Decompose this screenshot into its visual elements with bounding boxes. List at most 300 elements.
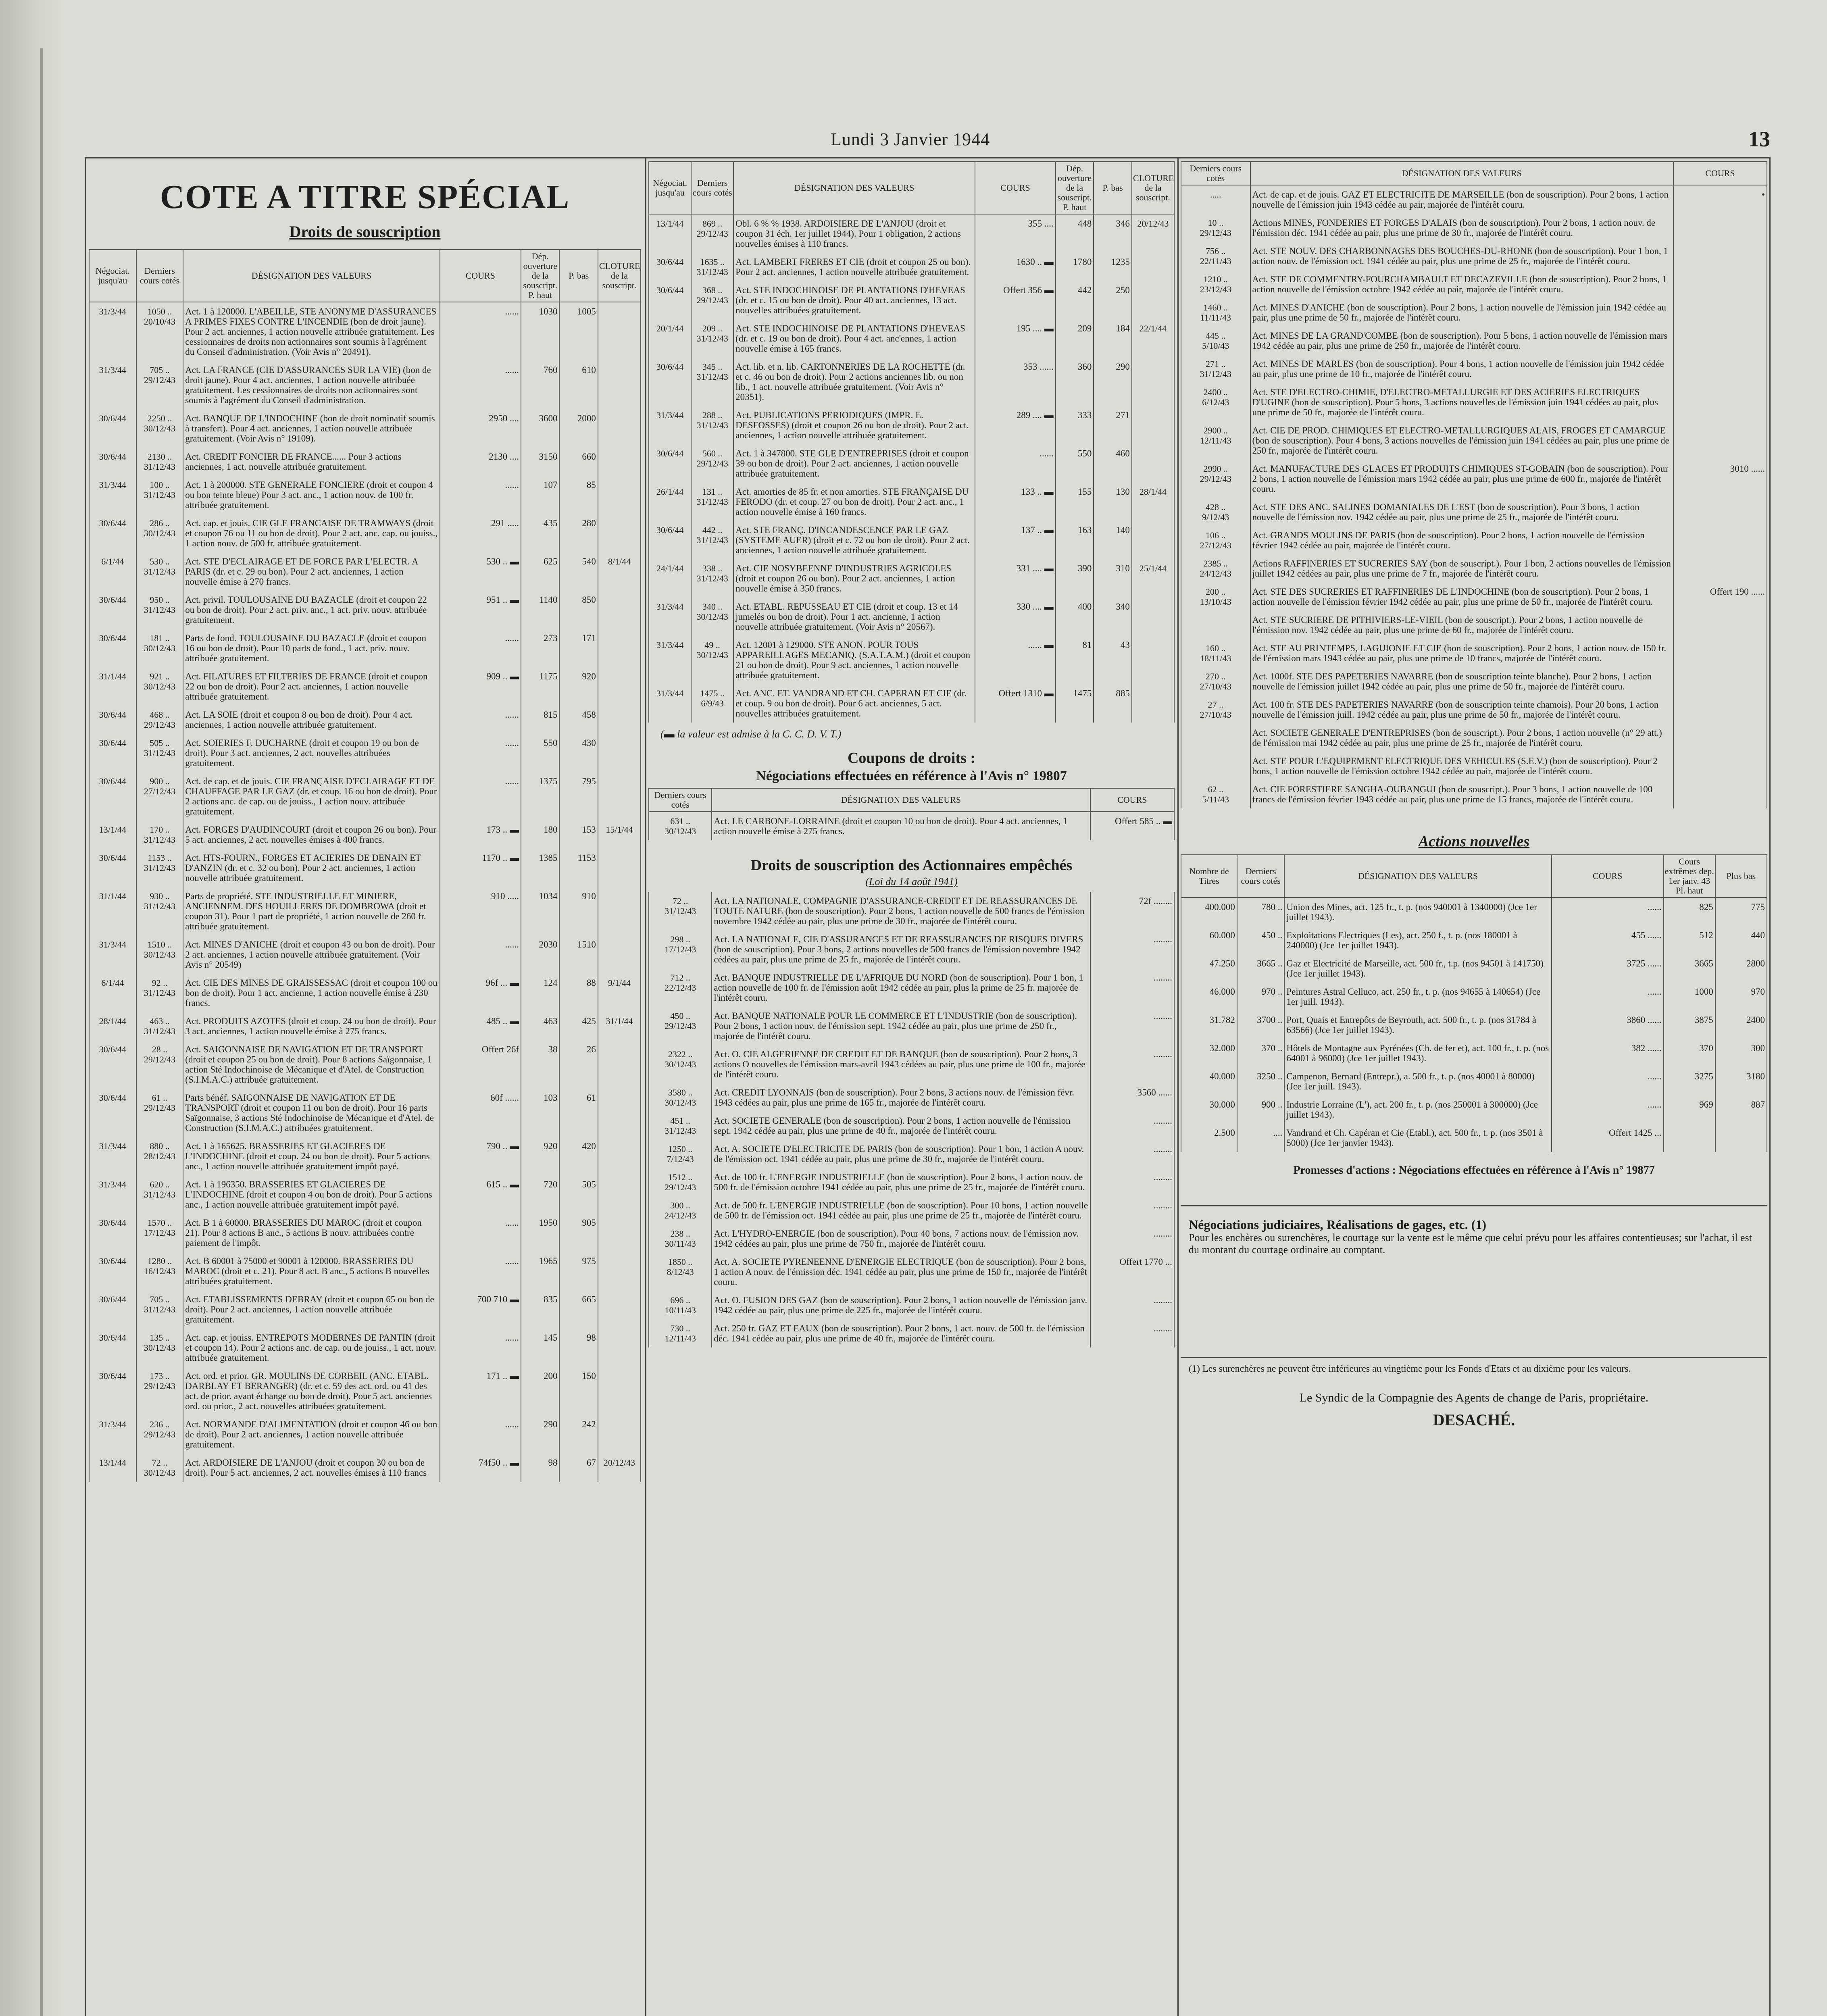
table-cell: Act. 1 à 165625. BRASSERIES ET GLACIERES DE L'INDOCHINE (droit et coup. 24 ou bon de droit). Pour 5 actions anc., 1 action nouvelle attribuée gratuitement impôt payé. [183, 1137, 440, 1175]
table-cell: 445 .. 5/10/43 [1181, 327, 1250, 355]
table-cell: 49 .. 30/12/43 [691, 636, 733, 684]
table-row [89, 448, 641, 476]
promesses-title: Promesses d'actions : Négociations effectuées en référence à l'Avis n° 19877 [1293, 1164, 1655, 1177]
table-row [1181, 1124, 1767, 1152]
table-cell: 31/3/44 [649, 636, 691, 684]
table-cell: 720 [521, 1175, 559, 1214]
table-cell: 31/3/44 [649, 406, 691, 444]
table-row [649, 1140, 1174, 1168]
table-cell: 425 [559, 1012, 598, 1040]
table-cell: 909 .. ▬ [440, 667, 521, 706]
table-row [89, 1040, 641, 1089]
table-cell: 273 [521, 629, 559, 667]
table-cell: 1375 [521, 772, 559, 821]
table-cell: ...... [440, 772, 521, 821]
column-header: Derniers cours cotés [136, 250, 183, 302]
table-cell: 13/1/44 [89, 1454, 136, 1482]
table-cell: ...... [440, 935, 521, 974]
table-cell: 2000 [559, 409, 598, 448]
table-cell: 13/1/44 [89, 821, 136, 849]
table-row [1181, 611, 1767, 639]
table-row [1181, 983, 1767, 1011]
table-cell: 30/6/44 [89, 1040, 136, 1089]
table-cell: 887 [1715, 1095, 1767, 1124]
table-cell [598, 1290, 641, 1329]
table-cell: 825 [1664, 898, 1715, 926]
table-cell: 1210 .. 23/12/43 [1181, 270, 1250, 298]
table-cell: 485 .. ▬ [440, 1012, 521, 1040]
table-cell: 96f ... ▬ [440, 974, 521, 1012]
table-row [89, 1367, 641, 1415]
empeches-title: Droits de souscription des Actionnaires empêchés [750, 857, 1073, 874]
table-cell: Parts bénéf. SAIGONNAISE DE NAVIGATION ET DE TRANSPORT (droit et coupon 11 ou bon de droit). Pour 16 parts Saïgonnaise, 3 actions Sté Indochinoise de Mécanique et d'Atel. de Construction (S.I.M.A.C.) attribuées gratuitement. [183, 1089, 440, 1137]
table-cell: 30/6/44 [89, 1329, 136, 1367]
table-row [649, 1007, 1174, 1045]
table-cell: 88 [559, 974, 598, 1012]
table-cell: 62 .. 5/11/43 [1181, 780, 1250, 808]
table-cell: 382 ...... [1552, 1039, 1664, 1067]
table-cell [1132, 598, 1174, 636]
table-cell: Act. A. SOCIETE D'ELECTRICITE DE PARIS (bon de souscription). Pour 1 bon, 1 action A nouv. de l'émission oct. 1941 cédée au pair, plus une prime de 30 fr., majorée de l'intérêt couru. [712, 1140, 1090, 1168]
table-cell: 30/6/44 [649, 521, 691, 559]
table-cell: Act. 1000f. STE DES PAPETERIES NAVARRE (bon de souscription teinte blanche). Pour 2 bons, 1 action nouvelle de l'émission juillet 1942 cédée au pair, plus une prime de 50 fr., majorée de l'intérêt couru. [1250, 667, 1673, 696]
souscription-table-3 [1181, 161, 1767, 808]
table-cell: 43 [1094, 636, 1132, 684]
table-cell: 30/6/44 [649, 281, 691, 319]
table-cell: ...... [1552, 898, 1664, 926]
cdvt-footnote: (▬ la valeur est admise à la C. C. D. V. T.) [660, 728, 842, 740]
table-cell: 1635 .. 31/12/43 [691, 253, 733, 281]
table-cell: 22/1/44 [1132, 319, 1174, 358]
table-row [649, 1168, 1174, 1196]
table-cell: Act. SAIGONNAISE DE NAVIGATION ET DE TRANSPORT (droit et coupon 25 ou bon de droit). Pour 8 actions Saïgonnaise, 1 action Sté Indochinoise de Mécanique et d'Atel. de Construction (S.I.M.A.C.) attribuée gratuitement. [183, 1040, 440, 1089]
table-cell: 2250 .. 30/12/43 [136, 409, 183, 448]
table-cell: 442 [1056, 281, 1094, 319]
table-cell: 2.500 [1181, 1124, 1237, 1152]
table-row [1181, 1095, 1767, 1124]
table-cell: 3010 ...... [1673, 460, 1767, 498]
table-cell: Offert 356 ▬ [975, 281, 1056, 319]
table-cell: Act. MINES D'ANICHE (bon de souscription). Pour 2 bons, 1 action nouvelle de l'émission juin 1942 cédée au pair, plus une prime de 50 fr., majorée de l'intérêt couru. [1250, 298, 1673, 327]
table-cell: 712 .. 22/12/43 [649, 968, 712, 1007]
table-row [649, 1319, 1174, 1347]
table-cell: Act. STE FRANÇ. D'INCANDESCENCE PAR LE GAZ (SYSTEME AUER) (droit et c. 72 ou bon de droit). Pour 2 act. anciennes, 1 action nouvelle attribuée gratuitement. [733, 521, 975, 559]
table-cell: 195 .... ▬ [975, 319, 1056, 358]
table-cell: 921 .. 30/12/43 [136, 667, 183, 706]
table-cell: ...... [1552, 1095, 1664, 1124]
droits-table-1 [89, 249, 641, 1482]
table-cell: Act. LE CARBONE-LORRAINE (droit et coupon 10 ou bon de droit). Pour 4 act. anciennes, 1 action nouvelle émise à 275 francs. [712, 812, 1090, 840]
table-cell: 700 710 ▬ [440, 1290, 521, 1329]
table-cell: Act. STE DE COMMENTRY-FOURCHAMBAULT ET DECAZEVILLE (bon de souscription). Pour 2 bons, 1 action nouvelle de l'émission octobre 1942 cédée au pair, majorée de l'intérêt couru. [1250, 270, 1673, 298]
table-cell: 850 [559, 591, 598, 629]
table-cell: Offert 1770 ... [1090, 1253, 1174, 1291]
table-row [1181, 954, 1767, 983]
table-cell: 330 .... ▬ [975, 598, 1056, 636]
table-cell: Port, Quais et Entrepôts de Beyrouth, act. 500 fr., t. p. (nos 31784 à 63566) (Jce 1er juillet 1943). [1284, 1011, 1551, 1039]
table-cell: Act. LA NATIONALE, COMPAGNIE D'ASSURANCE-CREDIT ET DE REASSURANCES DE TOUTE NATURE (bon de souscription). Pour 2 bons, 1 action nouvelle de 500 francs de l'émission novembre 1942 cédée au pair, plus une prime de 30 fr., majorée de l'intérêt couru. [712, 892, 1090, 930]
table-cell: 900 .. [1237, 1095, 1285, 1124]
table-cell: 170 .. 31/12/43 [136, 821, 183, 849]
table-cell [598, 591, 641, 629]
table-cell [1132, 358, 1174, 406]
table-row [89, 1454, 641, 1482]
table-cell: Act. 1 à 196350. BRASSERIES ET GLACIERES DE L'INDOCHINE (droit et coupon 4 ou bon de droit). Pour 5 actions anc., 1 action nouvelle attribuée gratuitement impôt payé. [183, 1175, 440, 1214]
table-row [1181, 327, 1767, 355]
coupons-title: Coupons de droits : [847, 750, 976, 766]
table-cell: ........ [1090, 1140, 1174, 1168]
table-cell: Act. ETABL. REPUSSEAU ET CIE (droit et coup. 13 et 14 jumelés ou bon de droit). Pour 1 act. ancienne, 1 action nouvelle attribuée gratuitement. (Voir Avis n° 20567). [733, 598, 975, 636]
table-cell [1715, 1124, 1767, 1152]
table-cell: 1570 .. 17/12/43 [136, 1214, 183, 1252]
table-row [649, 684, 1174, 723]
table-row [89, 887, 641, 935]
table-row [649, 1225, 1174, 1253]
table-cell: ........ [1090, 1007, 1174, 1045]
table-cell: Act. BANQUE DE L'INDOCHINE (bon de droit nominatif soumis à transfert). Pour 4 act. anciennes, 1 action nouvelle attribuée gratuitement. (Voir Avis n° 19109). [183, 409, 440, 448]
table-cell: Act. GRANDS MOULINS DE PARIS (bon de souscription). Pour 2 bons, 1 action nouvelle de l'émission février 1942 cédée au pair, majorée de l'intérêt couru. [1250, 526, 1673, 554]
table-cell: ........ [1090, 1112, 1174, 1140]
table-cell: 370 .. [1237, 1039, 1285, 1067]
table-cell: Act. O. CIE ALGERIENNE DE CREDIT ET DE BANQUE (bon de souscription). Pour 2 bons, 3 actions O nouvelles de l'émission mars-avril 1943 cédées au pair, plus une prime de 100 fr., majorée de l'intérêt couru. [712, 1045, 1090, 1083]
table-cell [598, 409, 641, 448]
table-cell: 468 .. 29/12/43 [136, 706, 183, 734]
table-row [89, 772, 641, 821]
table-cell: Industrie Lorraine (L'), act. 200 fr., t. p. (nos 250001 à 300000) (Jce juillet 1943). [1284, 1095, 1551, 1124]
table-cell: Act. MINES DE LA GRAND'COMBE (bon de souscription). Pour 5 bons, 1 action nouvelle de l'émission mars 1942 cédée au pair, plus une prime de 250 fr., majorée de l'intérêt couru. [1250, 327, 1673, 355]
table-cell: Act. ord. et prior. GR. MOULINS DE CORBEIL (ANC. ETABL. DARBLAY ET BERANGER) (dr. et c. 59 des act. ord. ou 41 des act. de prior. avant échange ou bon de droit). Pour 5 act. anciennes ord. ou prior., 2 act. nouvelles attribuées gratuitement. [183, 1367, 440, 1415]
column-header: Nombre de Titres [1181, 855, 1237, 898]
column-1 [89, 161, 641, 2016]
table-cell: 970 .. [1237, 983, 1285, 1011]
table-cell: Act. STE DES ANC. SALINES DOMANIALES DE L'EST (bon de souscription). Pour 3 bons, 1 action nouvelle de l'émission nov. 1942 cédée au pair, plus une prime de 25 fr., majorée de l'intérêt couru. [1250, 498, 1673, 526]
table-cell: Act. CIE FORESTIERE SANGHA-OUBANGUI (bon de souscript.). Pour 3 bons, 1 action nouvelle de 100 francs de l'émission février 1943 cédée au pair, plus une prime de 15 francs, majorée de l'intérêt couru. [1250, 780, 1673, 808]
table-cell: Act. O. FUSION DES GAZ (bon de souscription). Pour 2 bons, 1 action nouvelle de l'émission janv. 1942 cédée au pair, plus une prime de 225 fr., majorée de l'intérêt couru. [712, 1291, 1090, 1319]
table-cell: Act. MINES D'ANICHE (droit et coupon 43 ou bon de droit). Pour 2 act. anciennes, 1 action nouvelle attribuée gratuitement. (Voir Avis n° 20549) [183, 935, 440, 974]
table-cell: Offert 190 ...... [1673, 583, 1767, 611]
table-row [649, 598, 1174, 636]
table-cell [1673, 611, 1767, 639]
table-cell: 61 [559, 1089, 598, 1137]
table-cell: Offert 26f [440, 1040, 521, 1089]
table-cell: 3250 .. [1237, 1067, 1285, 1095]
table-row [1181, 1039, 1767, 1067]
table-cell [598, 849, 641, 887]
table-cell: 368 .. 29/12/43 [691, 281, 733, 319]
table-cell: Act. ETABLISSEMENTS DEBRAY (droit et coupon 65 ou bon de droit). Pour 2 act. anciennes, 1 action nouvelle attribuée gratuitement. [183, 1290, 440, 1329]
table-row [89, 514, 641, 552]
table-cell: Act. STE POUR L'EQUIPEMENT ELECTRIQUE DES VEHICULES (S.E.V.) (bon de souscription). Pour 2 bons, 1 action nouvelle de l'émission octobre 1942 cédée au pair, majorée de l'intérêt couru. [1250, 752, 1673, 780]
table-cell: 28/1/44 [89, 1012, 136, 1040]
table-cell: 6/1/44 [89, 974, 136, 1012]
table-cell: Act. PRODUITS AZOTES (droit et coup. 24 ou bon de droit). Pour 3 act. anciennes, 1 action nouvelle émise à 275 francs. [183, 1012, 440, 1040]
table-cell: 30/6/44 [89, 591, 136, 629]
table-cell: Act. LAMBERT FRERES ET CIE (droit et coupon 25 ou bon). Pour 2 act. anciennes, 1 action nouvelle attribuée gratuitement. [733, 253, 975, 281]
table-cell: 31.782 [1181, 1011, 1237, 1039]
table-row [89, 1012, 641, 1040]
table-cell: 610 [559, 361, 598, 409]
table-cell [1673, 696, 1767, 724]
table-cell [598, 448, 641, 476]
table-cell: ........ [1090, 1168, 1174, 1196]
table-cell: 920 [521, 1137, 559, 1175]
table-cell: 780 .. [1237, 898, 1285, 926]
table-cell: 271 [1094, 406, 1132, 444]
table-row [1181, 1067, 1767, 1095]
table-cell: Act. FILATURES ET FILTERIES DE FRANCE (droit et coupon 22 ou bon de droit). Pour 2 act. anciennes, 1 action nouvelle attribuée gratuitement. [183, 667, 440, 706]
table-cell: 31/3/44 [89, 1137, 136, 1175]
table-cell: 448 [1056, 214, 1094, 253]
table-cell [1664, 1124, 1715, 1152]
table-cell: 72 .. 30/12/43 [136, 1454, 183, 1482]
table-cell: 1153 .. 31/12/43 [136, 849, 183, 887]
table-header [1181, 855, 1767, 898]
column-header: COURS [1673, 162, 1767, 185]
table-header [89, 250, 641, 302]
table-cell [1132, 684, 1174, 723]
table-cell: 1280 .. 16/12/43 [136, 1252, 183, 1290]
table-cell: Actions MINES, FONDERIES ET FORGES D'ALAIS (bon de souscription). Pour 2 bons, 1 action nouv. de l'émission déc. 1941 cédée au pair, plus une prime de 30 fr., majorée de l'intérêt couru. [1250, 214, 1673, 242]
table-cell: 30/6/44 [89, 849, 136, 887]
table-cell: 2130 .... [440, 448, 521, 476]
table-cell: 10 .. 29/12/43 [1181, 214, 1250, 242]
table-cell: Act. de cap. et de jouis. CIE FRANÇAISE D'ECLAIRAGE ET DE CHAUFFAGE PAR LE GAZ (dr. et coup. 16 ou bon de droit). Pour 2 actions anc. de cap. ou de jouiss., 1 action nouv. attribuée gratuitement. [183, 772, 440, 821]
table-cell: Act. CIE DE PROD. CHIMIQUES ET ELECTRO-METALLURGIQUES ALAIS, FROGES ET CAMARGUE (bon de souscription). Pour 4 bons, 3 actions nouvelles de l'émission juin 1941 cédées au pair, plus une prime de 250 fr., majorée de l'intérêt couru. [1250, 421, 1673, 460]
judiciaires-block [1189, 1218, 1759, 1256]
actions-nouvelles-title: Actions nouvelles [1418, 833, 1530, 850]
table-cell: ...... [440, 302, 521, 361]
table-cell [1132, 521, 1174, 559]
table-cell: 98 [559, 1329, 598, 1367]
column-header: Derniers cours cotés [691, 162, 733, 214]
table-cell: 31/1/44 [598, 1012, 641, 1040]
table-cell: 900 .. 27/12/43 [136, 772, 183, 821]
table-row [1181, 526, 1767, 554]
table-cell: ...... [440, 1252, 521, 1290]
table-cell: Union des Mines, act. 125 fr., t. p. (nos 940001 à 1340000) (Jce 1er juillet 1943). [1284, 898, 1551, 926]
table-cell: 2950 .... [440, 409, 521, 448]
column-header: DÉSIGNATION DES VALEURS [1250, 162, 1673, 185]
table-cell: 560 .. 29/12/43 [691, 444, 733, 483]
table-cell: 31/3/44 [89, 935, 136, 974]
table-cell: 1950 [521, 1214, 559, 1252]
table-cell: 1630 .. ▬ [975, 253, 1056, 281]
table-cell: 1235 [1094, 253, 1132, 281]
surencheres-note: (1) Les surenchères ne peuvent être inférieures au vingtième pour les Fonds d'Etats et au dixième pour les valeurs. [1189, 1364, 1631, 1374]
table-row [649, 1196, 1174, 1225]
table-row [89, 1175, 641, 1214]
table-cell: Act. ARDOISIERE DE L'ANJOU (droit et coupon 30 ou bon de droit). Pour 5 act. anciennes, 2 act. nouvelles émises à 110 francs [183, 1454, 440, 1482]
table-cell [598, 772, 641, 821]
table-cell: 705 .. 29/12/43 [136, 361, 183, 409]
table-row [89, 667, 641, 706]
table-row [1181, 752, 1767, 780]
table-cell: ...... [1552, 1067, 1664, 1095]
table-cell: 236 .. 29/12/43 [136, 1415, 183, 1454]
table-cell: ...... [440, 629, 521, 667]
table-cell [1673, 270, 1767, 298]
table-cell: Act. ANC. ET. VANDRAND ET CH. CAPERAN ET CIE (dr. et coup. 9 ou bon de droit). Pour 6 act. anciennes, 5 act. nouvelles attribuées gratuitement. [733, 684, 975, 723]
table-row [1181, 270, 1767, 298]
table-cell: ........ [1090, 1045, 1174, 1083]
table-cell: 795 [559, 772, 598, 821]
table-cell: 30/6/44 [89, 734, 136, 772]
table-cell: 38 [521, 1040, 559, 1089]
table-cell: Act. CREDIT FONCIER DE FRANCE...... Pour 3 actions anciennes, 1 act. nouvelle attribuée gratuitement. [183, 448, 440, 476]
table-cell: 975 [559, 1252, 598, 1290]
table-row [89, 629, 641, 667]
table-cell [1673, 498, 1767, 526]
table-cell: 2385 .. 24/12/43 [1181, 554, 1250, 583]
table-cell: 31/3/44 [649, 684, 691, 723]
table-cell: 420 [559, 1137, 598, 1175]
table-cell: 286 .. 30/12/43 [136, 514, 183, 552]
table-cell: 200 [521, 1367, 559, 1415]
table-cell [1673, 355, 1767, 383]
table-cell: Peintures Astral Celluco, act. 250 fr., t. p. (nos 94655 à 140654) (Jce 1er juill. 1943). [1284, 983, 1551, 1011]
table-cell: Act. L'HYDRO-ENERGIE (bon de souscription). Pour 40 bons, 7 actions nouv. de l'émission nov. 1942 cédées au pair, plus une prime de 750 fr., majorée de l'intérêt couru. [712, 1225, 1090, 1253]
table-cell: 32.000 [1181, 1039, 1237, 1067]
table-cell: Act. de 100 fr. L'ENERGIE INDUSTRIELLE (bon de souscription). Pour 2 bons, 1 action nouv. de 500 fr. de l'émission octobre 1941 cédée au pair, plus une prime de 25 fr., majorée de l'intérêt couru. [712, 1168, 1090, 1196]
table-cell: 1510 .. 30/12/43 [136, 935, 183, 974]
table-row [649, 281, 1174, 319]
table-cell: 696 .. 10/11/43 [649, 1291, 712, 1319]
table-cell: 31/3/44 [89, 1415, 136, 1454]
table-cell: 30/6/44 [89, 772, 136, 821]
table-cell: 3725 ...... [1552, 954, 1664, 983]
table-cell: 2130 .. 31/12/43 [136, 448, 183, 476]
table-cell: Act. CIE NOSYBEENNE D'INDUSTRIES AGRICOLES (droit et coupon 26 ou bon). Pour 2 act. anciennes, 1 action nouvelle émise à 350 francs. [733, 559, 975, 598]
table-cell: 47.250 [1181, 954, 1237, 983]
table-cell [598, 734, 641, 772]
table-cell: 209 [1056, 319, 1094, 358]
table-cell: 20/12/43 [598, 1454, 641, 1482]
table-cell: 30/6/44 [89, 1290, 136, 1329]
table-row [649, 406, 1174, 444]
table-cell [1132, 636, 1174, 684]
table-cell: ...... [440, 706, 521, 734]
table-cell [598, 935, 641, 974]
table-cell: 1034 [521, 887, 559, 935]
table-cell: 512 [1664, 926, 1715, 954]
table-cell: 24/1/44 [649, 559, 691, 598]
table-cell: 455 ...... [1552, 926, 1664, 954]
table-cell: 869 .. 29/12/43 [691, 214, 733, 253]
column-header: CLOTURE de la souscript. [598, 250, 641, 302]
table-cell: 173 .. ▬ [440, 821, 521, 849]
table-cell: 370 [1664, 1039, 1715, 1067]
table-cell: 85 [559, 476, 598, 514]
table-cell: 458 [559, 706, 598, 734]
table-cell: 1965 [521, 1252, 559, 1290]
table-row [89, 1137, 641, 1175]
table-cell: 463 .. 31/12/43 [136, 1012, 183, 1040]
table-cell: 31/3/44 [649, 598, 691, 636]
table-cell [598, 1040, 641, 1089]
table-cell: 930 .. 31/12/43 [136, 887, 183, 935]
table-cell: 1385 [521, 849, 559, 887]
table-cell: 1050 .. 20/10/43 [136, 302, 183, 361]
table-row [649, 930, 1174, 968]
table-cell: 463 [521, 1012, 559, 1040]
table-row [1181, 696, 1767, 724]
table-cell: 390 [1056, 559, 1094, 598]
table-cell: Act. HTS-FOURN., FORGES ET ACIERIES DE DENAIN ET D'ANZIN (dr. et c. 32 ou bon). Pour 2 act. anciennes, 1 action nouvelle attribuée gratuitement. [183, 849, 440, 887]
column-header: COURS [440, 250, 521, 302]
table-cell: Act. B 1 à 60000. BRASSERIES DU MAROC (droit et coupon 21). Pour 8 actions B anc., 5 actions B nouv. attribuées contre paiement de l'impôt. [183, 1214, 440, 1252]
table-row [1181, 583, 1767, 611]
table-cell [1673, 554, 1767, 583]
table-cell [598, 887, 641, 935]
table-row [649, 1112, 1174, 1140]
column-header: CLOTURE de la souscript. [1132, 162, 1174, 214]
table-row [649, 812, 1174, 840]
table-cell: 460 [1094, 444, 1132, 483]
table-cell: 1005 [559, 302, 598, 361]
table-cell: ...... [975, 444, 1056, 483]
table-row [89, 821, 641, 849]
table-row [1181, 667, 1767, 696]
table-cell: 440 [1715, 926, 1767, 954]
table-cell: 1780 [1056, 253, 1094, 281]
book-spine [0, 0, 60, 2016]
table-cell: Act. CIE DES MINES DE GRAISSESSAC (droit et coupon 100 ou bon de droit). Pour 1 act. ancienne, 1 action nouvelle émise à 230 francs. [183, 974, 440, 1012]
table-cell: 81 [1056, 636, 1094, 684]
table-cell: 288 .. 31/12/43 [691, 406, 733, 444]
table-row [649, 1291, 1174, 1319]
table-cell: 2400 [1715, 1011, 1767, 1039]
table-cell: 920 [559, 667, 598, 706]
table-cell: Obl. 6 % % 1938. ARDOISIERE DE L'ANJOU (droit et coupon 31 éch. 1er juillet 1944). Pour 1 obligation, 2 actions nouvelles émises à 110 francs. [733, 214, 975, 253]
table-cell: 775 [1715, 898, 1767, 926]
table-cell [598, 476, 641, 514]
table-cell [598, 1252, 641, 1290]
table-cell [598, 1089, 641, 1137]
table-cell: 340 [1094, 598, 1132, 636]
column-header: DÉSIGNATION DES VALEURS [733, 162, 975, 214]
table-cell: 3665 .. [1237, 954, 1285, 983]
table-cell: Act. STE D'ELECTRO-CHIMIE, D'ELECTRO-METALLURGIE ET DES ACIERIES ELECTRIQUES D'UGINE (bon de souscription). Pour 5 bons, 3 actions nouvelles de l'émission juin 1941 cédées au pair, plus une prime de 50 fr., majorée de l'intérêt couru. [1250, 383, 1673, 421]
table-cell: Act. B 60001 à 75000 et 90001 à 120000. BRASSERIES DU MAROC (droit et c. 21). Pour 8 act. B anc., 5 actions B nouvelles attribuées gratuitement. [183, 1252, 440, 1290]
table-cell: 550 [521, 734, 559, 772]
table-cell: 107 [521, 476, 559, 514]
table-cell: 298 .. 17/12/43 [649, 930, 712, 968]
table-cell: 550 [1056, 444, 1094, 483]
table-cell [1132, 253, 1174, 281]
empeches-note: (Loi du 14 août 1941) [865, 876, 958, 887]
table-cell: 171 [559, 629, 598, 667]
table-cell: 74f50 .. ▬ [440, 1454, 521, 1482]
table-cell [1673, 667, 1767, 696]
table-cell: 3875 [1664, 1011, 1715, 1039]
table-cell: .... [1237, 1124, 1285, 1152]
table-cell: 30/6/44 [89, 1367, 136, 1415]
table-cell [598, 1214, 641, 1252]
table-cell: Act. FORGES D'AUDINCOURT (droit et coupon 26 ou bon). Pour 5 act. anciennes, 2 act. nouvelles émises à 400 francs. [183, 821, 440, 849]
table-cell: 442 .. 31/12/43 [691, 521, 733, 559]
table-cell [1181, 724, 1250, 752]
table-cell: 153 [559, 821, 598, 849]
table-cell: 6/1/44 [89, 552, 136, 591]
table-cell: 30/6/44 [89, 409, 136, 448]
page-header [65, 129, 1770, 153]
table-cell: Hôtels de Montagne aux Pyrénées (Ch. de fer et), act. 100 fr., t. p. (nos 64001 à 96000) (Jce 1er juillet 1943). [1284, 1039, 1551, 1067]
table-row [89, 935, 641, 974]
table-cell: 3180 [1715, 1067, 1767, 1095]
table-cell: 98 [521, 1454, 559, 1482]
table-cell: 450 .. [1237, 926, 1285, 954]
table-cell: 135 .. 30/12/43 [136, 1329, 183, 1367]
